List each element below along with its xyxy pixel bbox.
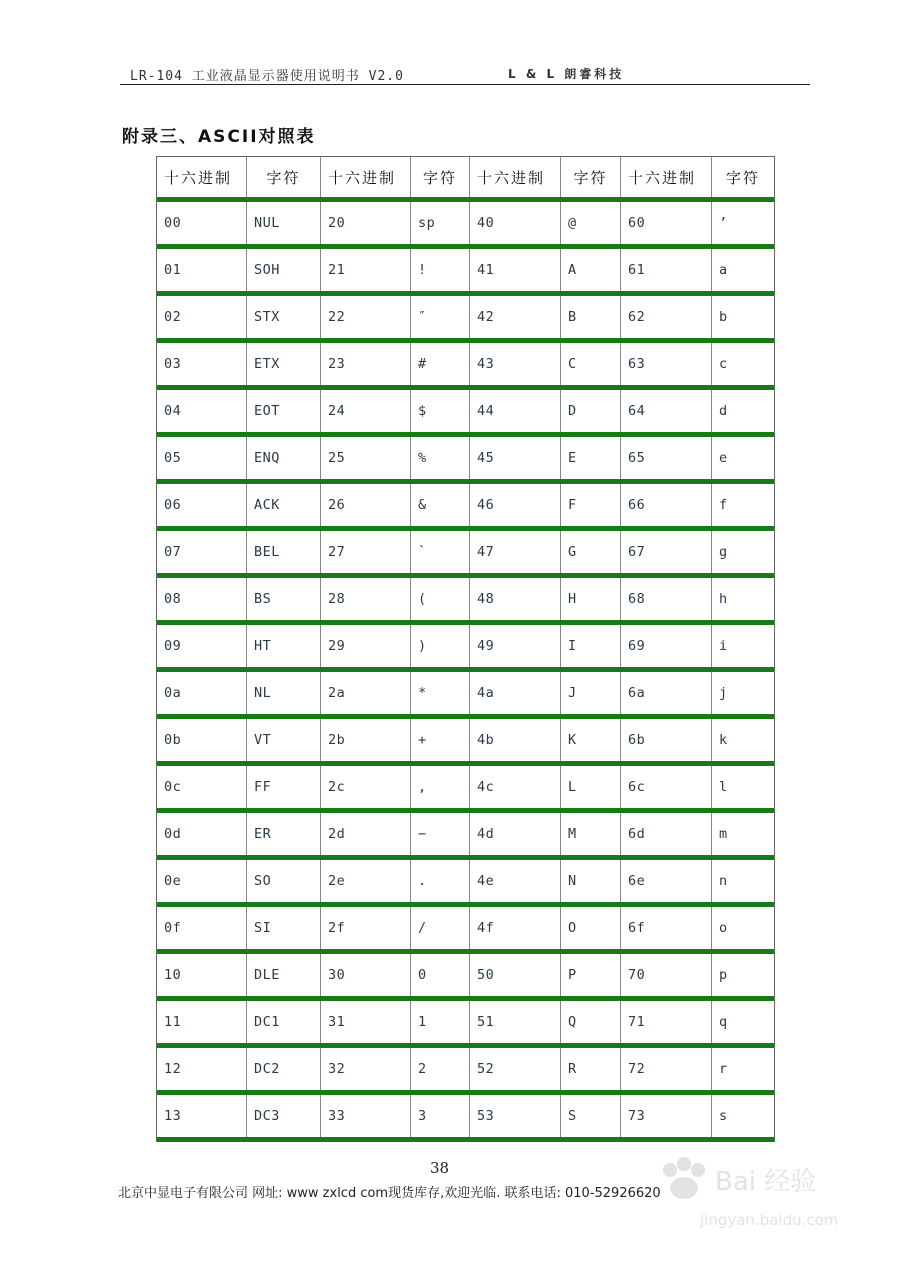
hex-cell: 4b [470, 719, 561, 761]
hex-cell: 49 [470, 625, 561, 667]
char-cell: . [411, 860, 470, 902]
char-cell: n [719, 873, 728, 889]
char-cell: DC2 [247, 1048, 321, 1090]
hex-cell: 4c [470, 766, 561, 808]
hex-cell: 2b [321, 719, 411, 761]
char-cell: sp [411, 202, 470, 244]
char-cell: Q [561, 1001, 621, 1043]
hex-cell: 09 [157, 625, 247, 667]
baidu-watermark [640, 1150, 870, 1240]
char-cell: ’ [719, 215, 728, 231]
table-row [157, 954, 774, 1001]
char-cell: p [719, 967, 728, 983]
char-cell: i [719, 638, 728, 654]
table-header-row [157, 157, 774, 202]
char-cell: NUL [247, 202, 321, 244]
table-row [157, 343, 774, 390]
char-cell: + [411, 719, 470, 761]
hex-cell: 6a [621, 672, 712, 714]
hex-cell: 11 [157, 1001, 247, 1043]
hex-cell: 4e [470, 860, 561, 902]
hex-cell: 21 [321, 249, 411, 291]
char-cell: g [719, 544, 728, 560]
char-cell: a [719, 262, 728, 278]
hex-cell: 2f [321, 907, 411, 949]
char-cell: ″ [411, 296, 470, 338]
hex-cell: 02 [157, 296, 247, 338]
table-row [157, 813, 774, 860]
hex-cell: 62 [621, 296, 712, 338]
hex-cell: 70 [621, 954, 712, 996]
watermark-logo-text: Bai 经验 [715, 1167, 817, 1197]
char-cell: SO [247, 860, 321, 902]
hex-cell: 6b [621, 719, 712, 761]
hex-cell: 66 [621, 484, 712, 526]
char-cell: SI [247, 907, 321, 949]
hex-cell: 13 [157, 1095, 247, 1137]
table-row [157, 672, 774, 719]
char-cell: @ [561, 202, 621, 244]
hex-cell: 28 [321, 578, 411, 620]
hex-cell: 46 [470, 484, 561, 526]
hex-cell: 52 [470, 1048, 561, 1090]
char-cell: 3 [411, 1095, 470, 1137]
hex-cell: 0b [157, 719, 247, 761]
table-row [157, 578, 774, 625]
hex-cell: 30 [321, 954, 411, 996]
table-row [157, 1001, 774, 1048]
table-row [157, 202, 774, 249]
char-cell: 0 [411, 954, 470, 996]
hex-cell: 00 [157, 202, 247, 244]
char-cell: j [719, 685, 728, 701]
char-cell: VT [247, 719, 321, 761]
hex-cell: 50 [470, 954, 561, 996]
hex-cell: 31 [321, 1001, 411, 1043]
document-title: LR-104 工业液晶显示器使用说明书 V2.0 [130, 69, 404, 84]
char-cell: ) [411, 625, 470, 667]
char-cell: NL [247, 672, 321, 714]
hex-cell: 48 [470, 578, 561, 620]
char-cell: DC1 [247, 1001, 321, 1043]
hex-cell: 6c [621, 766, 712, 808]
hex-cell: 27 [321, 531, 411, 573]
char-cell: M [561, 813, 621, 855]
char-cell: h [719, 591, 728, 607]
char-cell: k [719, 732, 728, 748]
char-cell: R [561, 1048, 621, 1090]
hex-cell: 2a [321, 672, 411, 714]
char-cell: * [411, 672, 470, 714]
hex-cell: 32 [321, 1048, 411, 1090]
char-cell: c [719, 356, 728, 372]
char-cell: o [719, 920, 728, 936]
char-cell: I [561, 625, 621, 667]
column-header: 字符 [725, 168, 760, 187]
column-header: 字符 [411, 157, 470, 197]
hex-cell: 4a [470, 672, 561, 714]
char-cell: ` [411, 531, 470, 573]
table-row [157, 249, 774, 296]
column-header: 十六进制 [157, 157, 247, 197]
hex-cell: 0f [157, 907, 247, 949]
table-row [157, 625, 774, 672]
watermark-url: jingyan.baidu.com [700, 1211, 839, 1229]
hex-cell: 41 [470, 249, 561, 291]
hex-cell: 33 [321, 1095, 411, 1137]
table-row [157, 907, 774, 954]
hex-cell: 64 [621, 390, 712, 432]
char-cell: BEL [247, 531, 321, 573]
column-header: 十六进制 [470, 157, 561, 197]
hex-cell: 07 [157, 531, 247, 573]
char-cell: & [411, 484, 470, 526]
char-cell: d [719, 403, 728, 419]
baidu-logo-icon [640, 1150, 870, 1240]
hex-cell: 53 [470, 1095, 561, 1137]
char-cell: r [719, 1061, 728, 1077]
table-row [157, 860, 774, 907]
char-cell: q [719, 1014, 728, 1030]
hex-cell: 04 [157, 390, 247, 432]
hex-cell: 0c [157, 766, 247, 808]
char-cell: P [561, 954, 621, 996]
hex-cell: 65 [621, 437, 712, 479]
hex-cell: 47 [470, 531, 561, 573]
hex-cell: 4d [470, 813, 561, 855]
char-cell: / [411, 907, 470, 949]
char-cell: DC3 [247, 1095, 321, 1137]
char-cell: l [719, 779, 728, 795]
column-header: 字符 [561, 157, 621, 197]
char-cell: J [561, 672, 621, 714]
hex-cell: 06 [157, 484, 247, 526]
char-cell: f [719, 497, 728, 513]
char-cell: FF [247, 766, 321, 808]
char-cell: % [411, 437, 470, 479]
hex-cell: 45 [470, 437, 561, 479]
table-row [157, 531, 774, 578]
hex-cell: 08 [157, 578, 247, 620]
char-cell: B [561, 296, 621, 338]
table-row [157, 719, 774, 766]
hex-cell: 01 [157, 249, 247, 291]
column-header: 字符 [247, 157, 321, 197]
hex-cell: 20 [321, 202, 411, 244]
hex-cell: 42 [470, 296, 561, 338]
column-header: 十六进制 [621, 157, 712, 197]
hex-cell: 29 [321, 625, 411, 667]
company-name: L & L 朗睿科技 [508, 67, 625, 81]
table-row [157, 766, 774, 813]
char-cell: K [561, 719, 621, 761]
char-cell: , [411, 766, 470, 808]
char-cell: # [411, 343, 470, 385]
char-cell: ETX [247, 343, 321, 385]
char-cell: ! [411, 249, 470, 291]
char-cell: C [561, 343, 621, 385]
char-cell: SOH [247, 249, 321, 291]
char-cell: DLE [247, 954, 321, 996]
hex-cell: 22 [321, 296, 411, 338]
hex-cell: 25 [321, 437, 411, 479]
table-row [157, 1095, 774, 1142]
hex-cell: 6d [621, 813, 712, 855]
char-cell: − [411, 813, 470, 855]
footer-contact: 北京中显电子有限公司 网址: www zxlcd com现货库存,欢迎光临. 联系电话: 010-52926620 [118, 1186, 661, 1201]
hex-cell: 24 [321, 390, 411, 432]
ascii-table [156, 156, 775, 1142]
hex-cell: 0d [157, 813, 247, 855]
char-cell: b [719, 309, 728, 325]
hex-cell: 44 [470, 390, 561, 432]
hex-cell: 4f [470, 907, 561, 949]
hex-cell: 43 [470, 343, 561, 385]
char-cell: A [561, 249, 621, 291]
char-cell: S [561, 1095, 621, 1137]
hex-cell: 61 [621, 249, 712, 291]
table-row [157, 1048, 774, 1095]
hex-cell: 0a [157, 672, 247, 714]
char-cell: STX [247, 296, 321, 338]
char-cell: ER [247, 813, 321, 855]
hex-cell: 60 [621, 202, 712, 244]
char-cell: e [719, 450, 728, 466]
char-cell: ( [411, 578, 470, 620]
char-cell: BS [247, 578, 321, 620]
hex-cell: 05 [157, 437, 247, 479]
char-cell: O [561, 907, 621, 949]
section-title: 附录三、ASCII对照表 [122, 127, 316, 147]
hex-cell: 2e [321, 860, 411, 902]
hex-cell: 2c [321, 766, 411, 808]
hex-cell: 23 [321, 343, 411, 385]
hex-cell: 73 [621, 1095, 712, 1137]
hex-cell: 68 [621, 578, 712, 620]
column-header: 十六进制 [321, 157, 411, 197]
hex-cell: 0e [157, 860, 247, 902]
char-cell: EOT [247, 390, 321, 432]
hex-cell: 6e [621, 860, 712, 902]
table-row [157, 437, 774, 484]
char-cell: D [561, 390, 621, 432]
char-cell: $ [411, 390, 470, 432]
char-cell: N [561, 860, 621, 902]
hex-cell: 69 [621, 625, 712, 667]
hex-cell: 12 [157, 1048, 247, 1090]
hex-cell: 2d [321, 813, 411, 855]
char-cell: ACK [247, 484, 321, 526]
hex-cell: 6f [621, 907, 712, 949]
char-cell: HT [247, 625, 321, 667]
hex-cell: 51 [470, 1001, 561, 1043]
hex-cell: 63 [621, 343, 712, 385]
char-cell: H [561, 578, 621, 620]
hex-cell: 71 [621, 1001, 712, 1043]
page-header [120, 62, 810, 85]
char-cell: ENQ [247, 437, 321, 479]
char-cell: G [561, 531, 621, 573]
char-cell: m [719, 826, 728, 842]
table-row [157, 390, 774, 437]
hex-cell: 26 [321, 484, 411, 526]
char-cell: 2 [411, 1048, 470, 1090]
hex-cell: 03 [157, 343, 247, 385]
char-cell: L [561, 766, 621, 808]
char-cell: s [719, 1108, 728, 1124]
char-cell: F [561, 484, 621, 526]
table-row [157, 296, 774, 343]
hex-cell: 67 [621, 531, 712, 573]
hex-cell: 40 [470, 202, 561, 244]
char-cell: E [561, 437, 621, 479]
char-cell: 1 [411, 1001, 470, 1043]
hex-cell: 10 [157, 954, 247, 996]
hex-cell: 72 [621, 1048, 712, 1090]
table-row [157, 484, 774, 531]
page-number: 38 [430, 1159, 450, 1177]
